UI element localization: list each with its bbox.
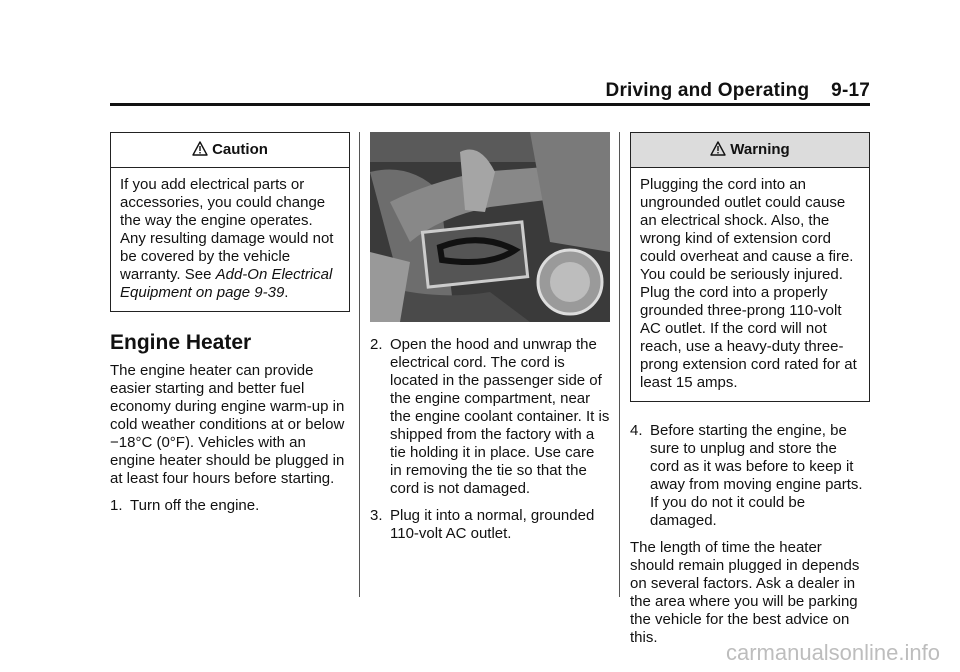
step-text: Plug it into a normal, grounded 110-volt AC outlet.	[390, 507, 595, 542]
caution-body	[111, 168, 349, 311]
warning-title: Warning	[730, 141, 790, 158]
caution-title: Caution	[212, 141, 268, 158]
step-text: Before starting the engine, be sure to unplug and store the cord as it was before to keep it away from moving engine parts. If you do not it could be damaged.	[650, 422, 863, 529]
warning-box	[630, 132, 870, 402]
header-rule	[110, 103, 870, 106]
caution-box	[110, 132, 350, 312]
engine-heater-closing: The length of time the heater should remain plugged in depends on several factors. Ask a dealer in the area where you will be parking the vehicle for the best advice on this.	[630, 539, 860, 646]
page-number: 9-17	[831, 80, 870, 101]
column-divider	[359, 132, 360, 597]
engine-heater-heading: Engine Heater	[110, 331, 252, 354]
warning-triangle-icon	[710, 141, 726, 156]
caution-header	[111, 133, 349, 168]
step-item	[370, 507, 610, 543]
engine-compartment-photo	[370, 132, 610, 322]
column-right	[630, 132, 870, 647]
caution-text: If you add electrical parts or accessories, you could change the way the engine operates. Any resulting damage would not be covered by the vehicle warranty. See	[120, 176, 334, 283]
step-number: 4.	[630, 422, 643, 439]
step-number: 3.	[370, 507, 383, 524]
step-item	[110, 497, 350, 515]
step-number: 1.	[110, 497, 123, 514]
watermark: carmanualsonline.info	[725, 640, 940, 665]
engine-heater-intro: The engine heater can provide easier starting and better fuel economy during engine warm-up in cold weather conditions at or below −18°C (0°F). Vehicles with an engine heater should be plugged in at least four hours before starting.	[110, 362, 345, 487]
step-number: 2.	[370, 336, 383, 353]
caution-reference-link[interactable]: Add-On Electrical Equipment on page 9-39	[120, 266, 333, 301]
column-middle	[370, 132, 610, 543]
header-text	[606, 80, 870, 102]
warning-body: Plugging the cord into an ungrounded outlet could cause an electrical shock. Also, the wrong kind of extension cord could overheat and cause a fire. You could be seriously injured. Plug the cord into a properly grounded three-prong 110-volt AC outlet. If the cord will not reach, use a heavy-duty three-prong extension cord rated for at least 15 amps.	[640, 176, 857, 391]
section-title: Driving and Operating	[605, 80, 810, 101]
column-left	[110, 132, 350, 515]
step-item	[630, 422, 870, 530]
caution-triangle-icon	[192, 141, 208, 156]
step-item	[370, 336, 610, 498]
caution-text-end: .	[284, 284, 289, 301]
step-text: Open the hood and unwrap the electrical cord. The cord is located in the passenger side of the engine compartment, near the engine coolant container. It is shipped from the factory with a tie holding it in place. Use care in removing the tie so that the cord is not damaged.	[390, 336, 610, 497]
step-text: Turn off the engine.	[130, 497, 260, 514]
column-divider	[619, 132, 620, 597]
warning-header	[631, 133, 869, 168]
